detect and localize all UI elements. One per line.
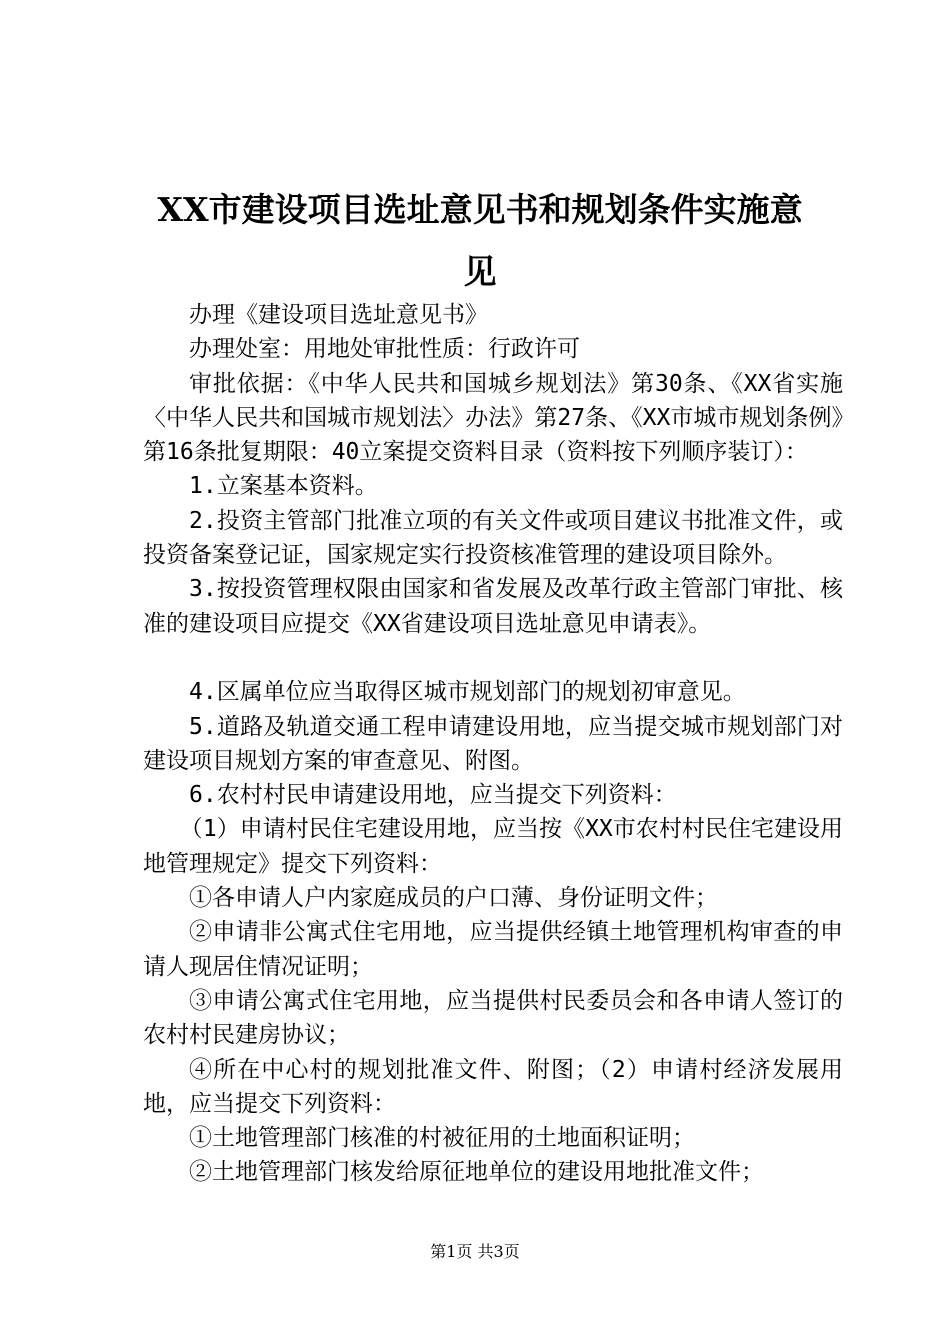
page-footer: 第1页 共3页 (430, 1242, 520, 1261)
paragraph-circled-4: ④所在中心村的规划批准文件、附图；（2）申请村经济发展用地，应当提交下列资料： (143, 1056, 843, 1117)
paragraph-circled-1: ①各申请人户内家庭成员的户口薄、身份证明文件； (189, 885, 718, 912)
paragraph-item-5: 5.道路及轨道交通工程申请建设用地，应当提交城市规划部门对建设项目规划方案的审查意见、附图。 (143, 713, 843, 774)
paragraph-land-2: ②土地管理部门核发给原征地单位的建设用地批准文件； (189, 1159, 764, 1186)
paragraph-legal-basis: 审批依据：《中华人民共和国城乡规划法》第30条、《XX省实施〈中华人民共和国城市规划法〉办法》第27条、《XX市城市规划条例》第16条批复期限：40立案提交资料目录（资料按下列顺序装订）： (143, 370, 843, 466)
paragraph-subitem-1: （1）申请村民住宅建设用地，应当按《XX市农村村民住宅建设用地管理规定》提交下列资料： (143, 816, 843, 877)
document-title-line-1: XX市建设项目选址意见书和规划条件实施意 (157, 190, 803, 229)
paragraph-land-1: ①土地管理部门核准的村被征用的土地面积证明； (189, 1125, 695, 1152)
paragraph-item-4: 4.区属单位应当取得区城市规划部门的规划初审意见。 (189, 679, 746, 706)
paragraph-item-1: 1.立案基本资料。 (189, 473, 378, 500)
paragraph-handling-office: 办理处室：用地处审批性质：行政许可 (189, 336, 580, 363)
paragraph-circled-3: ③申请公寓式住宅用地，应当提供村民委员会和各申请人签订的农村村民建房协议； (143, 987, 843, 1049)
paragraph-item-2: 2.投资主管部门批准立项的有关文件或项目建议书批准文件，或投资备案登记证，国家规定实行投资核准管理的建设项目除外。 (143, 507, 843, 569)
paragraph-handling-item: 办理《建设项目选址意见书》 (189, 302, 488, 328)
document-body (143, 298, 843, 1190)
paragraph-circled-2: ②申请非公寓式住宅用地，应当提供经镇土地管理机构审查的申请人现居住情况证明； (143, 919, 843, 980)
paragraph-item-6: 6.农村村民申请建设用地，应当提交下列资料： (189, 782, 677, 809)
document-title-line-2: 见 (463, 252, 497, 291)
paragraph-item-3: 3.按投资管理权限由国家和省发展及改革行政主管部门审批、核准的建设项目应提交《XX省建设项目选址意见申请表》。 (143, 576, 843, 637)
